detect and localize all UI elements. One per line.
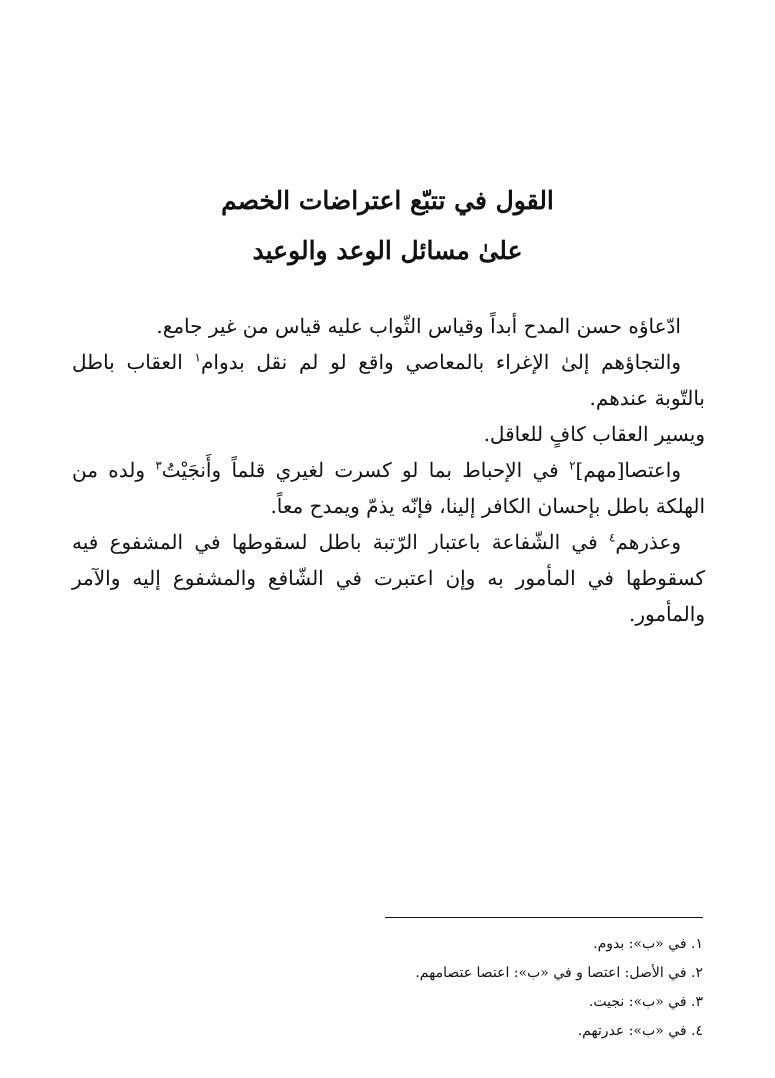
text-segment: ولده من الهلكة باطل بإحسان الكافر إلينا، فإنّه يذمّ ويمدح معاً. (72, 458, 705, 518)
paragraph-1 (72, 308, 705, 344)
text-segment: ادّعاؤه حسن المدح أبداً وقياس الثّواب عليه قياس من غير جامع. (156, 314, 681, 338)
text-segment: العقاب باطل بالتّوبة عندهم. (72, 350, 705, 410)
footnote-4: ٤. في «ب»: عدرتهم. (577, 1023, 703, 1039)
footnote-3: ٣. في «ب»: نجيت. (588, 994, 703, 1010)
text-segment: واعتصا[مهم] (575, 458, 681, 482)
text-segment: في الإحباط بما لو كسرت لغيري قلماً وأَنجَيْتُ (161, 458, 570, 482)
text-segment: والتجاؤهم إلىٰ الإغراء بالمعاصي واقع لو لم نقل بدوام (201, 350, 681, 374)
paragraph-4 (72, 452, 705, 524)
paragraph-3 (72, 416, 705, 452)
footnote-divider (385, 917, 703, 918)
paragraph-2 (72, 344, 705, 416)
footnote-ref: ١ (194, 350, 201, 365)
footnote-ref: ٣ (155, 458, 162, 473)
body-text (72, 308, 705, 632)
footnote-2: ٢. في الأصل: اعتصا و في «ب»: اعتصا عتصامهم. (415, 965, 703, 981)
footnotes (373, 930, 703, 1046)
footnote-ref: ٤ (608, 530, 616, 545)
section-heading (0, 176, 775, 276)
footnote-ref: ٢ (569, 458, 576, 473)
heading-line-2: علىٰ مسائل الوعد والوعيد (252, 236, 523, 265)
heading-line-1: القول في تتبّع اعتراضات الخصم (221, 186, 554, 215)
paragraph-5 (72, 524, 705, 632)
footnote-1: ١. في «ب»: بدوم. (593, 936, 703, 952)
text-segment: في الشّفاعة باعتبار الرّتبة باطل لسقوطها في المشفوع فيه كسقوطها في المأمور به وإن اعتبرت في الشّافع والمشفوع إليه والآمر والمأمور. (72, 530, 705, 626)
text-segment: وعذرهم (615, 530, 681, 554)
text-segment: ويسير العقاب كافٍ للعاقل. (483, 422, 705, 446)
